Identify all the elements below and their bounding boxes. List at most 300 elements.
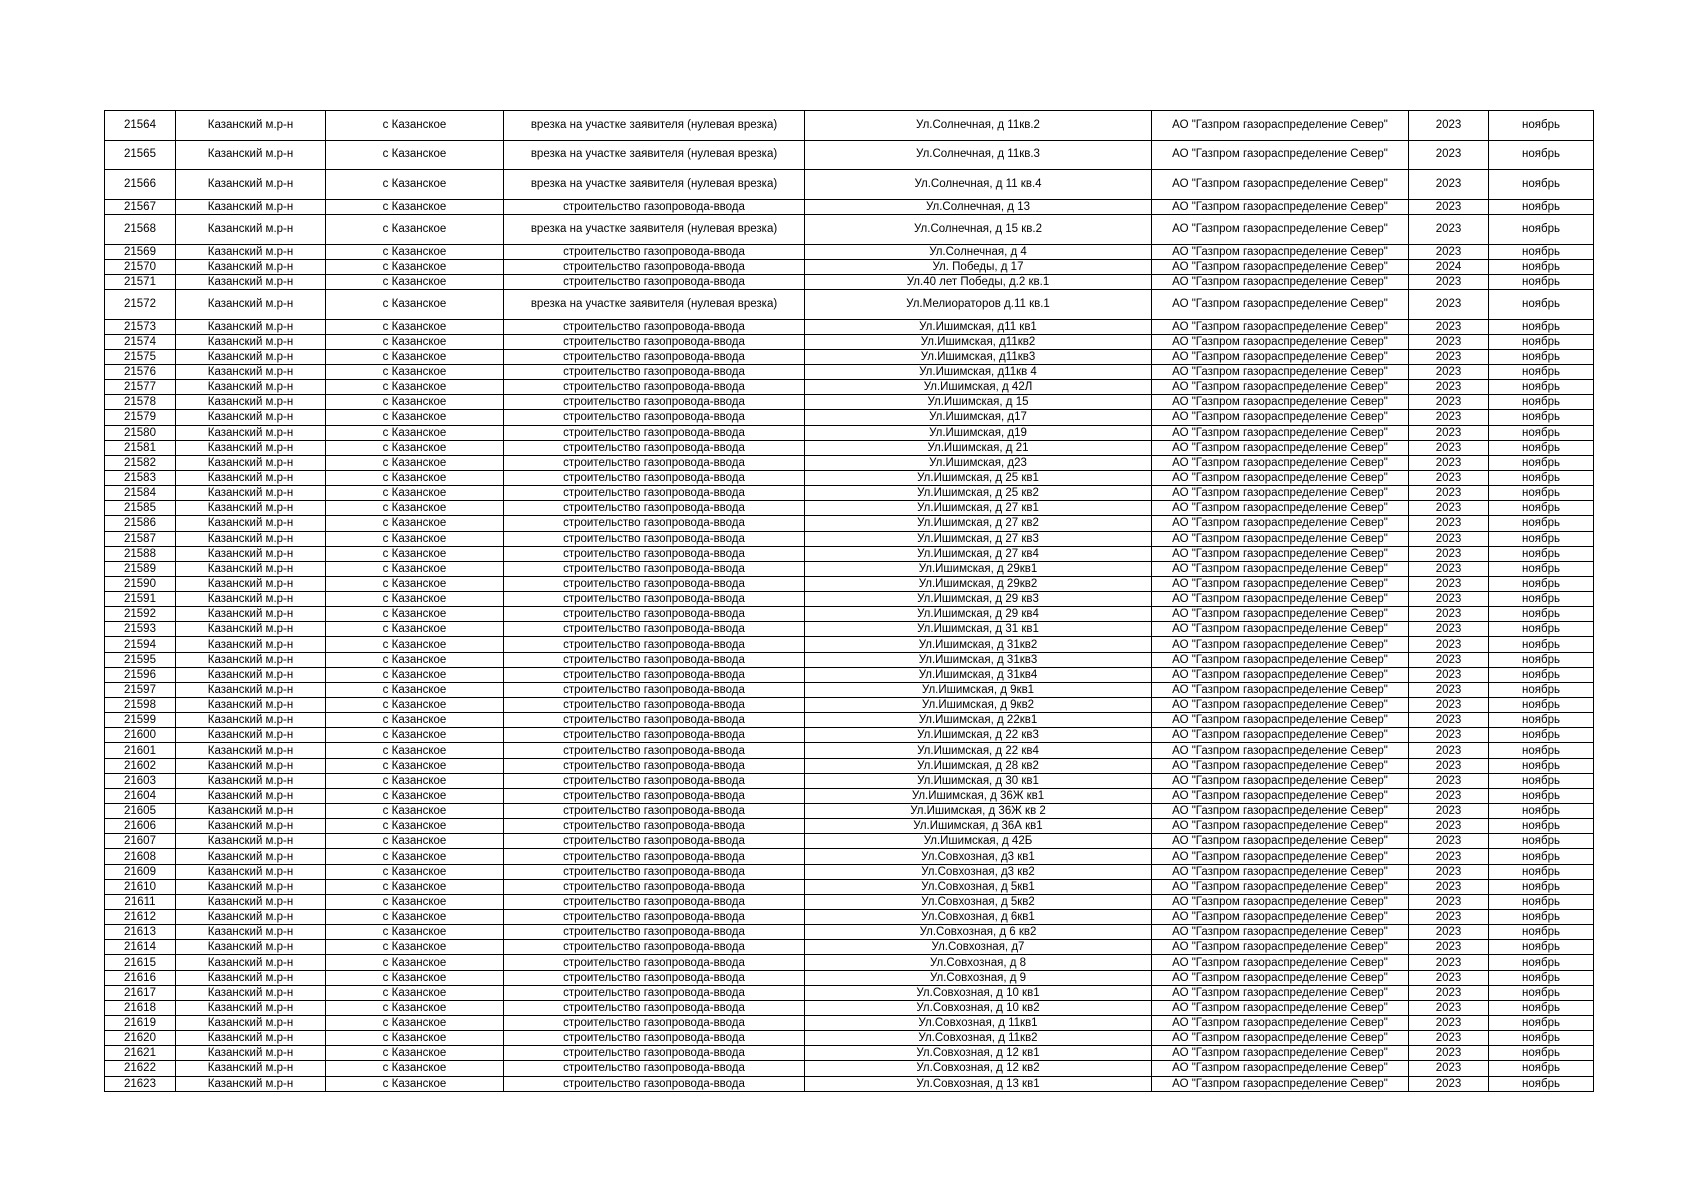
cell-work-type: строительство газопровода-ввода	[504, 1000, 805, 1015]
cell-address: Ул.Ишимская, д 22 кв3	[805, 728, 1152, 743]
cell-address: Ул.Ишимская, д 31кв3	[805, 652, 1152, 667]
cell-year: 2023	[1409, 486, 1489, 501]
table-row	[105, 425, 1594, 440]
cell-month: ноябрь	[1489, 819, 1594, 834]
cell-year: 2023	[1409, 682, 1489, 697]
cell-organization: АО "Газпром газораспределение Север"	[1152, 364, 1409, 379]
cell-id: 21568	[105, 214, 176, 244]
cell-locality: с Казанское	[326, 728, 504, 743]
cell-district: Казанский м.р-н	[176, 698, 326, 713]
cell-id: 21582	[105, 455, 176, 470]
cell-district: Казанский м.р-н	[176, 531, 326, 546]
cell-organization: АО "Газпром газораспределение Север"	[1152, 758, 1409, 773]
cell-district: Казанский м.р-н	[176, 1016, 326, 1031]
table-row	[105, 516, 1594, 531]
cell-address: Ул.Ишимская, д 31кв4	[805, 667, 1152, 682]
table-row	[105, 622, 1594, 637]
cell-locality: с Казанское	[326, 1031, 504, 1046]
cell-year: 2023	[1409, 652, 1489, 667]
cell-month: ноябрь	[1489, 1061, 1594, 1076]
cell-year: 2023	[1409, 849, 1489, 864]
cell-id: 21603	[105, 773, 176, 788]
cell-id: 21585	[105, 501, 176, 516]
cell-id: 21591	[105, 592, 176, 607]
cell-locality: с Казанское	[326, 289, 504, 319]
cell-locality: с Казанское	[326, 244, 504, 259]
cell-locality: с Казанское	[326, 894, 504, 909]
cell-address: Ул.Совхозная, д 9	[805, 970, 1152, 985]
cell-year: 2023	[1409, 713, 1489, 728]
cell-locality: с Казанское	[326, 788, 504, 803]
cell-month: ноябрь	[1489, 985, 1594, 1000]
cell-organization: АО "Газпром газораспределение Север"	[1152, 985, 1409, 1000]
table-row	[105, 985, 1594, 1000]
cell-organization: АО "Газпром газораспределение Север"	[1152, 470, 1409, 485]
cell-id: 21594	[105, 637, 176, 652]
cell-year: 2023	[1409, 985, 1489, 1000]
cell-locality: с Казанское	[326, 758, 504, 773]
table-row	[105, 713, 1594, 728]
cell-district: Казанский м.р-н	[176, 440, 326, 455]
cell-locality: с Казанское	[326, 773, 504, 788]
cell-month: ноябрь	[1489, 531, 1594, 546]
cell-work-type: строительство газопровода-ввода	[504, 925, 805, 940]
cell-organization: АО "Газпром газораспределение Север"	[1152, 698, 1409, 713]
cell-work-type: строительство газопровода-ввода	[504, 637, 805, 652]
cell-district: Казанский м.р-н	[176, 804, 326, 819]
cell-locality: с Казанское	[326, 576, 504, 591]
cell-id: 21620	[105, 1031, 176, 1046]
cell-id: 21581	[105, 440, 176, 455]
cell-id: 21590	[105, 576, 176, 591]
cell-address: Ул.Солнечная, д 11кв.3	[805, 140, 1152, 170]
table-row	[105, 244, 1594, 259]
cell-locality: с Казанское	[326, 592, 504, 607]
cell-year: 2023	[1409, 819, 1489, 834]
cell-year: 2023	[1409, 274, 1489, 289]
cell-locality: с Казанское	[326, 349, 504, 364]
cell-year: 2023	[1409, 319, 1489, 334]
cell-locality: с Казанское	[326, 455, 504, 470]
table-row	[105, 804, 1594, 819]
cell-organization: АО "Газпром газораспределение Север"	[1152, 773, 1409, 788]
cell-address: Ул.Совхозная, д 10 кв2	[805, 1000, 1152, 1015]
cell-locality: с Казанское	[326, 1076, 504, 1091]
cell-id: 21609	[105, 864, 176, 879]
cell-month: ноябрь	[1489, 622, 1594, 637]
cell-work-type: строительство газопровода-ввода	[504, 652, 805, 667]
table-row	[105, 758, 1594, 773]
cell-year: 2023	[1409, 1000, 1489, 1015]
cell-work-type: строительство газопровода-ввода	[504, 561, 805, 576]
cell-locality: с Казанское	[326, 364, 504, 379]
cell-district: Казанский м.р-н	[176, 380, 326, 395]
cell-work-type: строительство газопровода-ввода	[504, 713, 805, 728]
cell-month: ноябрь	[1489, 849, 1594, 864]
cell-organization: АО "Газпром газораспределение Север"	[1152, 622, 1409, 637]
cell-district: Казанский м.р-н	[176, 274, 326, 289]
cell-year: 2023	[1409, 728, 1489, 743]
cell-month: ноябрь	[1489, 334, 1594, 349]
cell-locality: с Казанское	[326, 682, 504, 697]
cell-locality: с Казанское	[326, 955, 504, 970]
cell-month: ноябрь	[1489, 940, 1594, 955]
cell-organization: АО "Газпром газораспределение Север"	[1152, 849, 1409, 864]
table-row	[105, 395, 1594, 410]
cell-address: Ул.Ишимская, д23	[805, 455, 1152, 470]
cell-work-type: строительство газопровода-ввода	[504, 1076, 805, 1091]
cell-month: ноябрь	[1489, 758, 1594, 773]
cell-work-type: врезка на участке заявителя (нулевая врезка)	[504, 170, 805, 200]
cell-address: Ул.Ишимская, д 36Ж кв1	[805, 788, 1152, 803]
cell-work-type: строительство газопровода-ввода	[504, 470, 805, 485]
cell-locality: с Казанское	[326, 849, 504, 864]
table-row	[105, 955, 1594, 970]
cell-address: Ул.Совхозная, д 6 кв2	[805, 925, 1152, 940]
cell-district: Казанский м.р-н	[176, 259, 326, 274]
cell-year: 2023	[1409, 349, 1489, 364]
cell-id: 21602	[105, 758, 176, 773]
cell-organization: АО "Газпром газораспределение Север"	[1152, 561, 1409, 576]
cell-id: 21612	[105, 910, 176, 925]
registry-body	[105, 111, 1594, 1092]
cell-address: Ул.Ишимская, д 31 кв1	[805, 622, 1152, 637]
cell-address: Ул.Ишимская, д 22 кв4	[805, 743, 1152, 758]
cell-year: 2023	[1409, 667, 1489, 682]
cell-locality: с Казанское	[326, 637, 504, 652]
cell-district: Казанский м.р-н	[176, 894, 326, 909]
cell-locality: с Казанское	[326, 214, 504, 244]
cell-id: 21584	[105, 486, 176, 501]
cell-month: ноябрь	[1489, 319, 1594, 334]
cell-id: 21575	[105, 349, 176, 364]
cell-month: ноябрь	[1489, 349, 1594, 364]
cell-district: Казанский м.р-н	[176, 667, 326, 682]
cell-id: 21571	[105, 274, 176, 289]
cell-id: 21583	[105, 470, 176, 485]
cell-year: 2023	[1409, 395, 1489, 410]
cell-district: Казанский м.р-н	[176, 728, 326, 743]
cell-work-type: строительство газопровода-ввода	[504, 894, 805, 909]
cell-district: Казанский м.р-н	[176, 637, 326, 652]
cell-work-type: строительство газопровода-ввода	[504, 592, 805, 607]
cell-year: 2023	[1409, 380, 1489, 395]
cell-address: Ул.Ишимская, д 9кв2	[805, 698, 1152, 713]
cell-month: ноябрь	[1489, 470, 1594, 485]
cell-locality: с Казанское	[326, 698, 504, 713]
cell-id: 21586	[105, 516, 176, 531]
cell-organization: АО "Газпром газораспределение Север"	[1152, 713, 1409, 728]
table-row	[105, 364, 1594, 379]
table-row	[105, 546, 1594, 561]
cell-work-type: строительство газопровода-ввода	[504, 516, 805, 531]
cell-locality: с Казанское	[326, 819, 504, 834]
table-row	[105, 380, 1594, 395]
cell-locality: с Казанское	[326, 516, 504, 531]
cell-district: Казанский м.р-н	[176, 364, 326, 379]
table-row	[105, 214, 1594, 244]
cell-month: ноябрь	[1489, 925, 1594, 940]
cell-work-type: строительство газопровода-ввода	[504, 501, 805, 516]
cell-locality: с Казанское	[326, 199, 504, 214]
table-row	[105, 576, 1594, 591]
cell-year: 2023	[1409, 955, 1489, 970]
cell-organization: АО "Газпром газораспределение Север"	[1152, 1046, 1409, 1061]
cell-month: ноябрь	[1489, 804, 1594, 819]
cell-organization: АО "Газпром газораспределение Север"	[1152, 546, 1409, 561]
cell-district: Казанский м.р-н	[176, 1046, 326, 1061]
cell-address: Ул.Ишимская, д17	[805, 410, 1152, 425]
cell-organization: АО "Газпром газораспределение Север"	[1152, 289, 1409, 319]
cell-organization: АО "Газпром газораспределение Север"	[1152, 455, 1409, 470]
cell-organization: АО "Газпром газораспределение Север"	[1152, 440, 1409, 455]
cell-address: Ул.Ишимская, д 27 кв3	[805, 531, 1152, 546]
cell-organization: АО "Газпром газораспределение Север"	[1152, 501, 1409, 516]
cell-locality: с Казанское	[326, 1061, 504, 1076]
cell-organization: АО "Газпром газораспределение Север"	[1152, 199, 1409, 214]
cell-year: 2023	[1409, 1076, 1489, 1091]
cell-year: 2023	[1409, 111, 1489, 141]
cell-id: 21598	[105, 698, 176, 713]
cell-year: 2023	[1409, 170, 1489, 200]
cell-work-type: строительство газопровода-ввода	[504, 879, 805, 894]
cell-district: Казанский м.р-н	[176, 940, 326, 955]
cell-work-type: строительство газопровода-ввода	[504, 395, 805, 410]
cell-address: Ул.Ишимская, д 29 кв3	[805, 592, 1152, 607]
cell-work-type: строительство газопровода-ввода	[504, 864, 805, 879]
table-row	[105, 728, 1594, 743]
cell-year: 2023	[1409, 364, 1489, 379]
cell-address: Ул.Ишимская, д 42Б	[805, 834, 1152, 849]
cell-address: Ул.Мелиораторов д.11 кв.1	[805, 289, 1152, 319]
table-row	[105, 531, 1594, 546]
cell-address: Ул.Ишимская, д 22кв1	[805, 713, 1152, 728]
cell-work-type: строительство газопровода-ввода	[504, 955, 805, 970]
table-row	[105, 470, 1594, 485]
cell-district: Казанский м.р-н	[176, 319, 326, 334]
cell-month: ноябрь	[1489, 652, 1594, 667]
cell-district: Казанский м.р-н	[176, 788, 326, 803]
cell-work-type: строительство газопровода-ввода	[504, 259, 805, 274]
registry-table	[104, 110, 1594, 1092]
cell-id: 21595	[105, 652, 176, 667]
cell-address: Ул.Ишимская, д 36Ж кв 2	[805, 804, 1152, 819]
cell-address: Ул.Совхозная, д 5кв1	[805, 879, 1152, 894]
table-row	[105, 682, 1594, 697]
cell-year: 2023	[1409, 561, 1489, 576]
cell-month: ноябрь	[1489, 410, 1594, 425]
cell-locality: с Казанское	[326, 834, 504, 849]
table-row	[105, 788, 1594, 803]
cell-locality: с Казанское	[326, 319, 504, 334]
cell-work-type: строительство газопровода-ввода	[504, 758, 805, 773]
table-row	[105, 1046, 1594, 1061]
cell-month: ноябрь	[1489, 970, 1594, 985]
cell-district: Казанский м.р-н	[176, 334, 326, 349]
cell-organization: АО "Газпром газораспределение Север"	[1152, 940, 1409, 955]
cell-year: 2023	[1409, 576, 1489, 591]
cell-month: ноябрь	[1489, 486, 1594, 501]
cell-year: 2023	[1409, 940, 1489, 955]
cell-work-type: строительство газопровода-ввода	[504, 819, 805, 834]
cell-locality: с Казанское	[326, 667, 504, 682]
cell-district: Казанский м.р-н	[176, 849, 326, 864]
cell-locality: с Казанское	[326, 925, 504, 940]
cell-organization: АО "Газпром газораспределение Север"	[1152, 894, 1409, 909]
cell-district: Казанский м.р-н	[176, 289, 326, 319]
cell-month: ноябрь	[1489, 1000, 1594, 1015]
cell-locality: с Казанское	[326, 380, 504, 395]
cell-address: Ул. Победы, д 17	[805, 259, 1152, 274]
table-row	[105, 349, 1594, 364]
cell-id: 21618	[105, 1000, 176, 1015]
cell-organization: АО "Газпром газораспределение Север"	[1152, 140, 1409, 170]
table-row	[105, 140, 1594, 170]
cell-month: ноябрь	[1489, 170, 1594, 200]
cell-work-type: строительство газопровода-ввода	[504, 380, 805, 395]
cell-year: 2023	[1409, 455, 1489, 470]
cell-id: 21615	[105, 955, 176, 970]
cell-work-type: строительство газопровода-ввода	[504, 486, 805, 501]
cell-work-type: строительство газопровода-ввода	[504, 319, 805, 334]
cell-organization: АО "Газпром газораспределение Север"	[1152, 955, 1409, 970]
table-row	[105, 334, 1594, 349]
cell-locality: с Казанское	[326, 274, 504, 289]
cell-id: 21597	[105, 682, 176, 697]
cell-organization: АО "Газпром газораспределение Север"	[1152, 788, 1409, 803]
cell-address: Ул.Ишимская, д11кв2	[805, 334, 1152, 349]
cell-district: Казанский м.р-н	[176, 910, 326, 925]
cell-district: Казанский м.р-н	[176, 713, 326, 728]
cell-month: ноябрь	[1489, 879, 1594, 894]
cell-id: 21574	[105, 334, 176, 349]
cell-locality: с Казанское	[326, 607, 504, 622]
cell-work-type: строительство газопровода-ввода	[504, 773, 805, 788]
cell-locality: с Казанское	[326, 713, 504, 728]
cell-organization: АО "Газпром газораспределение Север"	[1152, 410, 1409, 425]
cell-id: 21599	[105, 713, 176, 728]
cell-month: ноябрь	[1489, 289, 1594, 319]
table-row	[105, 698, 1594, 713]
cell-month: ноябрь	[1489, 713, 1594, 728]
cell-organization: АО "Газпром газораспределение Север"	[1152, 804, 1409, 819]
cell-work-type: строительство газопровода-ввода	[504, 199, 805, 214]
cell-id: 21577	[105, 380, 176, 395]
table-row	[105, 970, 1594, 985]
cell-year: 2023	[1409, 214, 1489, 244]
cell-organization: АО "Газпром газораспределение Север"	[1152, 667, 1409, 682]
cell-address: Ул.Солнечная, д 11 кв.4	[805, 170, 1152, 200]
cell-address: Ул.Ишимская, д 28 кв2	[805, 758, 1152, 773]
cell-address: Ул.Совхозная, д 10 кв1	[805, 985, 1152, 1000]
cell-year: 2023	[1409, 140, 1489, 170]
cell-organization: АО "Газпром газораспределение Север"	[1152, 214, 1409, 244]
cell-year: 2023	[1409, 773, 1489, 788]
cell-district: Казанский м.р-н	[176, 1061, 326, 1076]
cell-month: ноябрь	[1489, 894, 1594, 909]
cell-year: 2023	[1409, 970, 1489, 985]
cell-id: 21579	[105, 410, 176, 425]
cell-year: 2023	[1409, 516, 1489, 531]
cell-district: Казанский м.р-н	[176, 410, 326, 425]
cell-month: ноябрь	[1489, 561, 1594, 576]
cell-work-type: строительство газопровода-ввода	[504, 244, 805, 259]
cell-district: Казанский м.р-н	[176, 970, 326, 985]
cell-locality: с Казанское	[326, 501, 504, 516]
table-row	[105, 864, 1594, 879]
cell-year: 2023	[1409, 501, 1489, 516]
cell-work-type: строительство газопровода-ввода	[504, 455, 805, 470]
cell-year: 2023	[1409, 425, 1489, 440]
cell-id: 21613	[105, 925, 176, 940]
cell-locality: с Казанское	[326, 879, 504, 894]
cell-address: Ул.Совхозная, д 8	[805, 955, 1152, 970]
cell-year: 2023	[1409, 637, 1489, 652]
cell-organization: АО "Газпром газораспределение Север"	[1152, 970, 1409, 985]
cell-month: ноябрь	[1489, 743, 1594, 758]
cell-district: Казанский м.р-н	[176, 140, 326, 170]
cell-address: Ул.Ишимская, д 29 кв4	[805, 607, 1152, 622]
cell-organization: АО "Газпром газораспределение Север"	[1152, 274, 1409, 289]
cell-organization: АО "Газпром газораспределение Север"	[1152, 910, 1409, 925]
cell-work-type: строительство газопровода-ввода	[504, 940, 805, 955]
cell-address: Ул.40 лет Победы, д.2 кв.1	[805, 274, 1152, 289]
cell-work-type: врезка на участке заявителя (нулевая врезка)	[504, 140, 805, 170]
cell-work-type: строительство газопровода-ввода	[504, 788, 805, 803]
cell-address: Ул.Солнечная, д 4	[805, 244, 1152, 259]
cell-work-type: строительство газопровода-ввода	[504, 849, 805, 864]
cell-district: Казанский м.р-н	[176, 758, 326, 773]
cell-organization: АО "Газпром газораспределение Север"	[1152, 1000, 1409, 1015]
cell-id: 21621	[105, 1046, 176, 1061]
table-row	[105, 501, 1594, 516]
cell-id: 21570	[105, 259, 176, 274]
cell-address: Ул.Ишимская, д 27 кв1	[805, 501, 1152, 516]
table-row	[105, 910, 1594, 925]
cell-work-type: строительство газопровода-ввода	[504, 1046, 805, 1061]
cell-address: Ул.Совхозная, д 6кв1	[805, 910, 1152, 925]
table-row	[105, 319, 1594, 334]
cell-id: 21614	[105, 940, 176, 955]
cell-address: Ул.Совхозная, д3 кв2	[805, 864, 1152, 879]
cell-id: 21573	[105, 319, 176, 334]
table-row	[105, 486, 1594, 501]
cell-year: 2023	[1409, 1031, 1489, 1046]
cell-month: ноябрь	[1489, 380, 1594, 395]
cell-locality: с Казанское	[326, 1046, 504, 1061]
cell-district: Казанский м.р-н	[176, 864, 326, 879]
cell-month: ноябрь	[1489, 637, 1594, 652]
cell-month: ноябрь	[1489, 576, 1594, 591]
table-row	[105, 455, 1594, 470]
cell-district: Казанский м.р-н	[176, 1000, 326, 1015]
table-row	[105, 1076, 1594, 1091]
cell-organization: АО "Газпром газораспределение Север"	[1152, 819, 1409, 834]
table-row	[105, 199, 1594, 214]
cell-id: 21607	[105, 834, 176, 849]
cell-organization: АО "Газпром газораспределение Север"	[1152, 1061, 1409, 1076]
cell-year: 2023	[1409, 1061, 1489, 1076]
cell-organization: АО "Газпром газораспределение Север"	[1152, 380, 1409, 395]
cell-district: Казанский м.р-н	[176, 425, 326, 440]
table-row	[105, 111, 1594, 141]
cell-month: ноябрь	[1489, 788, 1594, 803]
table-row	[105, 440, 1594, 455]
cell-address: Ул.Ишимская, д 27 кв2	[805, 516, 1152, 531]
cell-locality: с Казанское	[326, 486, 504, 501]
cell-organization: АО "Газпром газораспределение Север"	[1152, 516, 1409, 531]
cell-locality: с Казанское	[326, 864, 504, 879]
